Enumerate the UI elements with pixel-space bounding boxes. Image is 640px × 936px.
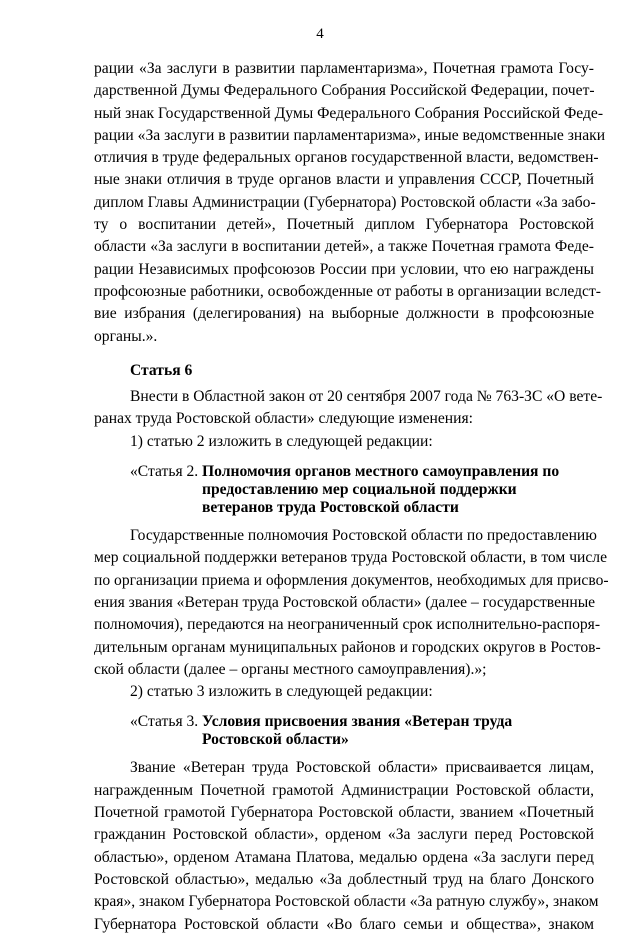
- text-line: Ростовской областью», медалью «За доблестный труд на благо Донского: [94, 870, 594, 888]
- statute-title-line: предоставлению мер социальной поддержки: [202, 481, 517, 499]
- statute-3-name: [202, 713, 594, 749]
- statute-2-prefix: «Статья 2.: [130, 463, 199, 481]
- text-line: 1) статью 2 изложить в следующей редакции:: [130, 432, 433, 450]
- statute-3-prefix: «Статья 3.: [130, 713, 199, 731]
- text-line: Внести в Областной закон от 20 сентября 2007 года № 763-ЗС «О вете-: [130, 388, 603, 406]
- text-line: Звание «Ветеран труда Ростовской области» присваивается лицам,: [130, 759, 594, 777]
- text-line: диплом Главы Администрации (Губернатора) Ростовской области «За забо-: [94, 193, 596, 211]
- statute-2-name: [202, 463, 594, 517]
- text-line: ный знак Государственной Думы Федерального Собрания Российской Феде-: [94, 104, 604, 122]
- text-line: органы.».: [94, 327, 158, 345]
- text-line: Государственные полномочия Ростовской области по предоставлению: [130, 527, 597, 545]
- item-1: [94, 431, 594, 453]
- statute-3-title: [130, 713, 594, 749]
- statute-2-title: [130, 463, 594, 517]
- statute-title-line: Условия присвоения звания «Ветеран труда: [202, 713, 513, 731]
- text-line: ту о воспитании детей», Почетный диплом Губернатора Ростовской: [94, 216, 594, 234]
- text-line: ранах труда Ростовской области» следующие изменения:: [94, 410, 473, 428]
- text-line: профсоюзные работники, освобожденные от работы в организации вследст-: [94, 282, 601, 300]
- text-line: ения звания «Ветеран труда Ростовской области» (далее – государственные: [94, 593, 596, 611]
- text-line: края», знаком Губернатора Ростовской области «За ратную службу», знаком: [94, 893, 599, 911]
- text-line: 2) статью 3 изложить в следующей редакции:: [130, 683, 433, 701]
- text-line: по организации приема и оформления документов, необходимых для присво-: [94, 571, 609, 589]
- text-line: награжденным Почетной грамотой Администрации Ростовской области,: [94, 781, 594, 799]
- text-line: областью», орденом Атамана Платова, медалью ордена «За заслуги перед: [94, 848, 594, 866]
- text-line: вие избрания (делегирования) на выборные должности в профсоюзные: [94, 305, 594, 323]
- text-line: дарственной Думы Федерального Собрания Российской Федерации, почет-: [94, 82, 595, 100]
- article-6-heading: Статья 6: [130, 361, 193, 379]
- item-2: [94, 681, 594, 703]
- statute-title-line: Ростовской области»: [202, 731, 349, 749]
- text-line: отличия в труде федеральных органов государственной власти, ведомствен-: [94, 149, 599, 167]
- text-line: ные знаки отличия в труде органов власти и управления СССР, Почетный: [94, 171, 594, 189]
- text-line: рации «За заслуги в развитии парламентаризма», Почетная грамота Госу-: [94, 60, 594, 77]
- text-line: Губернатора Ростовской области «Во благо семьи и общества», знаком: [94, 915, 594, 933]
- text-line: области «За заслуги в воспитании детей», а также Почетная грамота Феде-: [94, 238, 594, 256]
- text-line: рации Независимых профсоюзов России при условии, что ею награждены: [94, 260, 594, 278]
- statute-3-text: [94, 757, 599, 935]
- statute-title-line: ветеранов труда Ростовской области: [202, 499, 459, 517]
- text-line: рации «За заслуги в развитии парламентаризма», иные ведомственные знаки: [94, 126, 606, 144]
- paragraph-intro-continued: [94, 58, 606, 348]
- statute-2-text: [94, 525, 609, 681]
- text-line: полномочия), передаются на неограниченный срок исполнительно-распоря-: [94, 616, 601, 634]
- page-number: 4: [316, 26, 324, 42]
- text-line: Почетной грамотой Губернатора Ростовской области, званием «Почетный: [94, 804, 594, 822]
- statute-title-line: Полномочия органов местного самоуправления по: [202, 463, 560, 481]
- text-line: гражданин Ростовской области», орденом «За заслуги перед Ростовской: [94, 826, 594, 844]
- document-body: [94, 58, 609, 936]
- text-line: мер социальной поддержки ветеранов труда Ростовской области, в том числе: [94, 549, 608, 567]
- text-line: дительным органам муниципальных районов и городских округов в Ростов-: [94, 638, 601, 656]
- article-6-text: [94, 386, 603, 431]
- text-line: ской области (далее – органы местного самоуправления).»;: [94, 660, 487, 678]
